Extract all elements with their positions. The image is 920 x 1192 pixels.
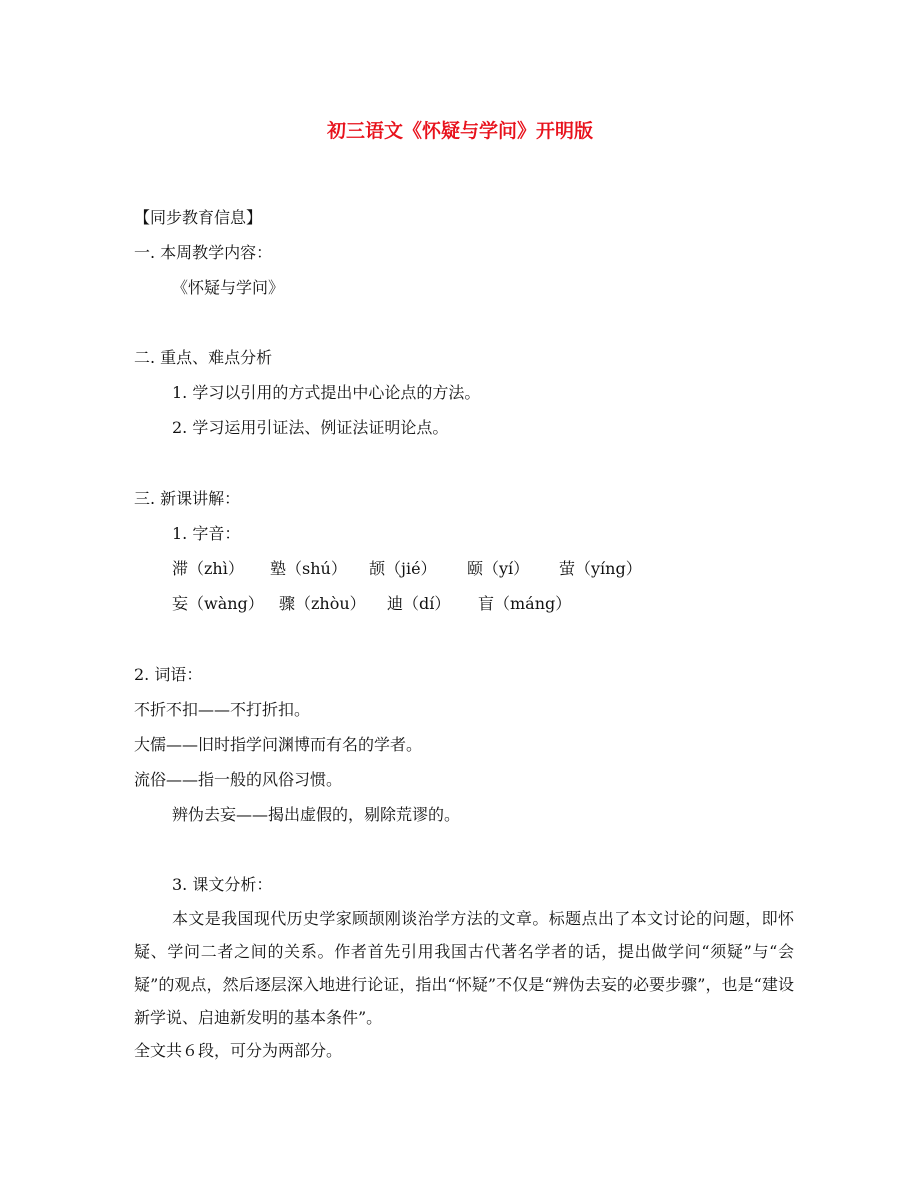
- list-item: 辨伪去妄——揭出虚假的，剔除荒谬的。: [172, 805, 461, 824]
- pronunciation-item: 盲（máng）: [478, 594, 572, 613]
- section-5-heading: 3. 课文分析：: [172, 875, 273, 894]
- pronunciation-item: 妄（wàng）: [172, 594, 264, 613]
- pronunciation-item: 颐（yí）: [467, 559, 530, 578]
- analysis-last-line: 全文共６段，可分为两部分。: [134, 1041, 343, 1060]
- analysis-block: [134, 902, 794, 1067]
- section-4-heading: 2. 词语：: [134, 665, 203, 684]
- section-2-heading: 二. 重点、难点分析: [134, 348, 273, 367]
- section-header: 【同步教育信息】: [134, 208, 263, 227]
- list-item: 流俗——指一般的风俗习惯。: [134, 770, 343, 789]
- section-1-heading: 一. 本周教学内容：: [134, 243, 273, 262]
- pronunciation-item: 滞（zhì）: [172, 559, 244, 578]
- analysis-paragraph: 本文是我国现代历史学家顾颉刚谈治学方法的文章。标题点出了本文讨论的问题，即怀疑、学问二者之间的关系。作者首先引用我国古代著名学者的话，提出做学问“须疑”与“会疑”的观点，然后逐层深入地进行论证，指出“怀疑”不仅是“辨伪去妄的必要步骤”，也是“建设新学说、启迪新发明的基本条件”。: [134, 909, 794, 1027]
- pronunciation-item: 迪（dí）: [387, 594, 451, 613]
- section-3-heading: 三. 新课讲解：: [134, 489, 241, 508]
- list-item: 不折不扣——不打折扣。: [134, 700, 311, 719]
- pronunciation-heading: 1. 字音：: [172, 524, 241, 543]
- list-item: 大儒——旧时指学问渊博而有名的学者。: [134, 735, 423, 754]
- pronunciation-item: 颉（jié）: [369, 559, 437, 578]
- list-item: 1. 学习以引用的方式提出中心论点的方法。: [172, 383, 481, 402]
- pronunciation-item: 萤（yíng）: [559, 559, 642, 578]
- pronunciation-item: 骤（zhòu）: [279, 594, 366, 613]
- page-title: 初三语文《怀疑与学问》开明版: [326, 120, 593, 142]
- pronunciation-item: 塾（shú）: [270, 559, 347, 578]
- section-1-text: 《怀疑与学问》: [172, 278, 285, 297]
- list-item: 2. 学习运用引证法、例证法证明论点。: [172, 418, 449, 437]
